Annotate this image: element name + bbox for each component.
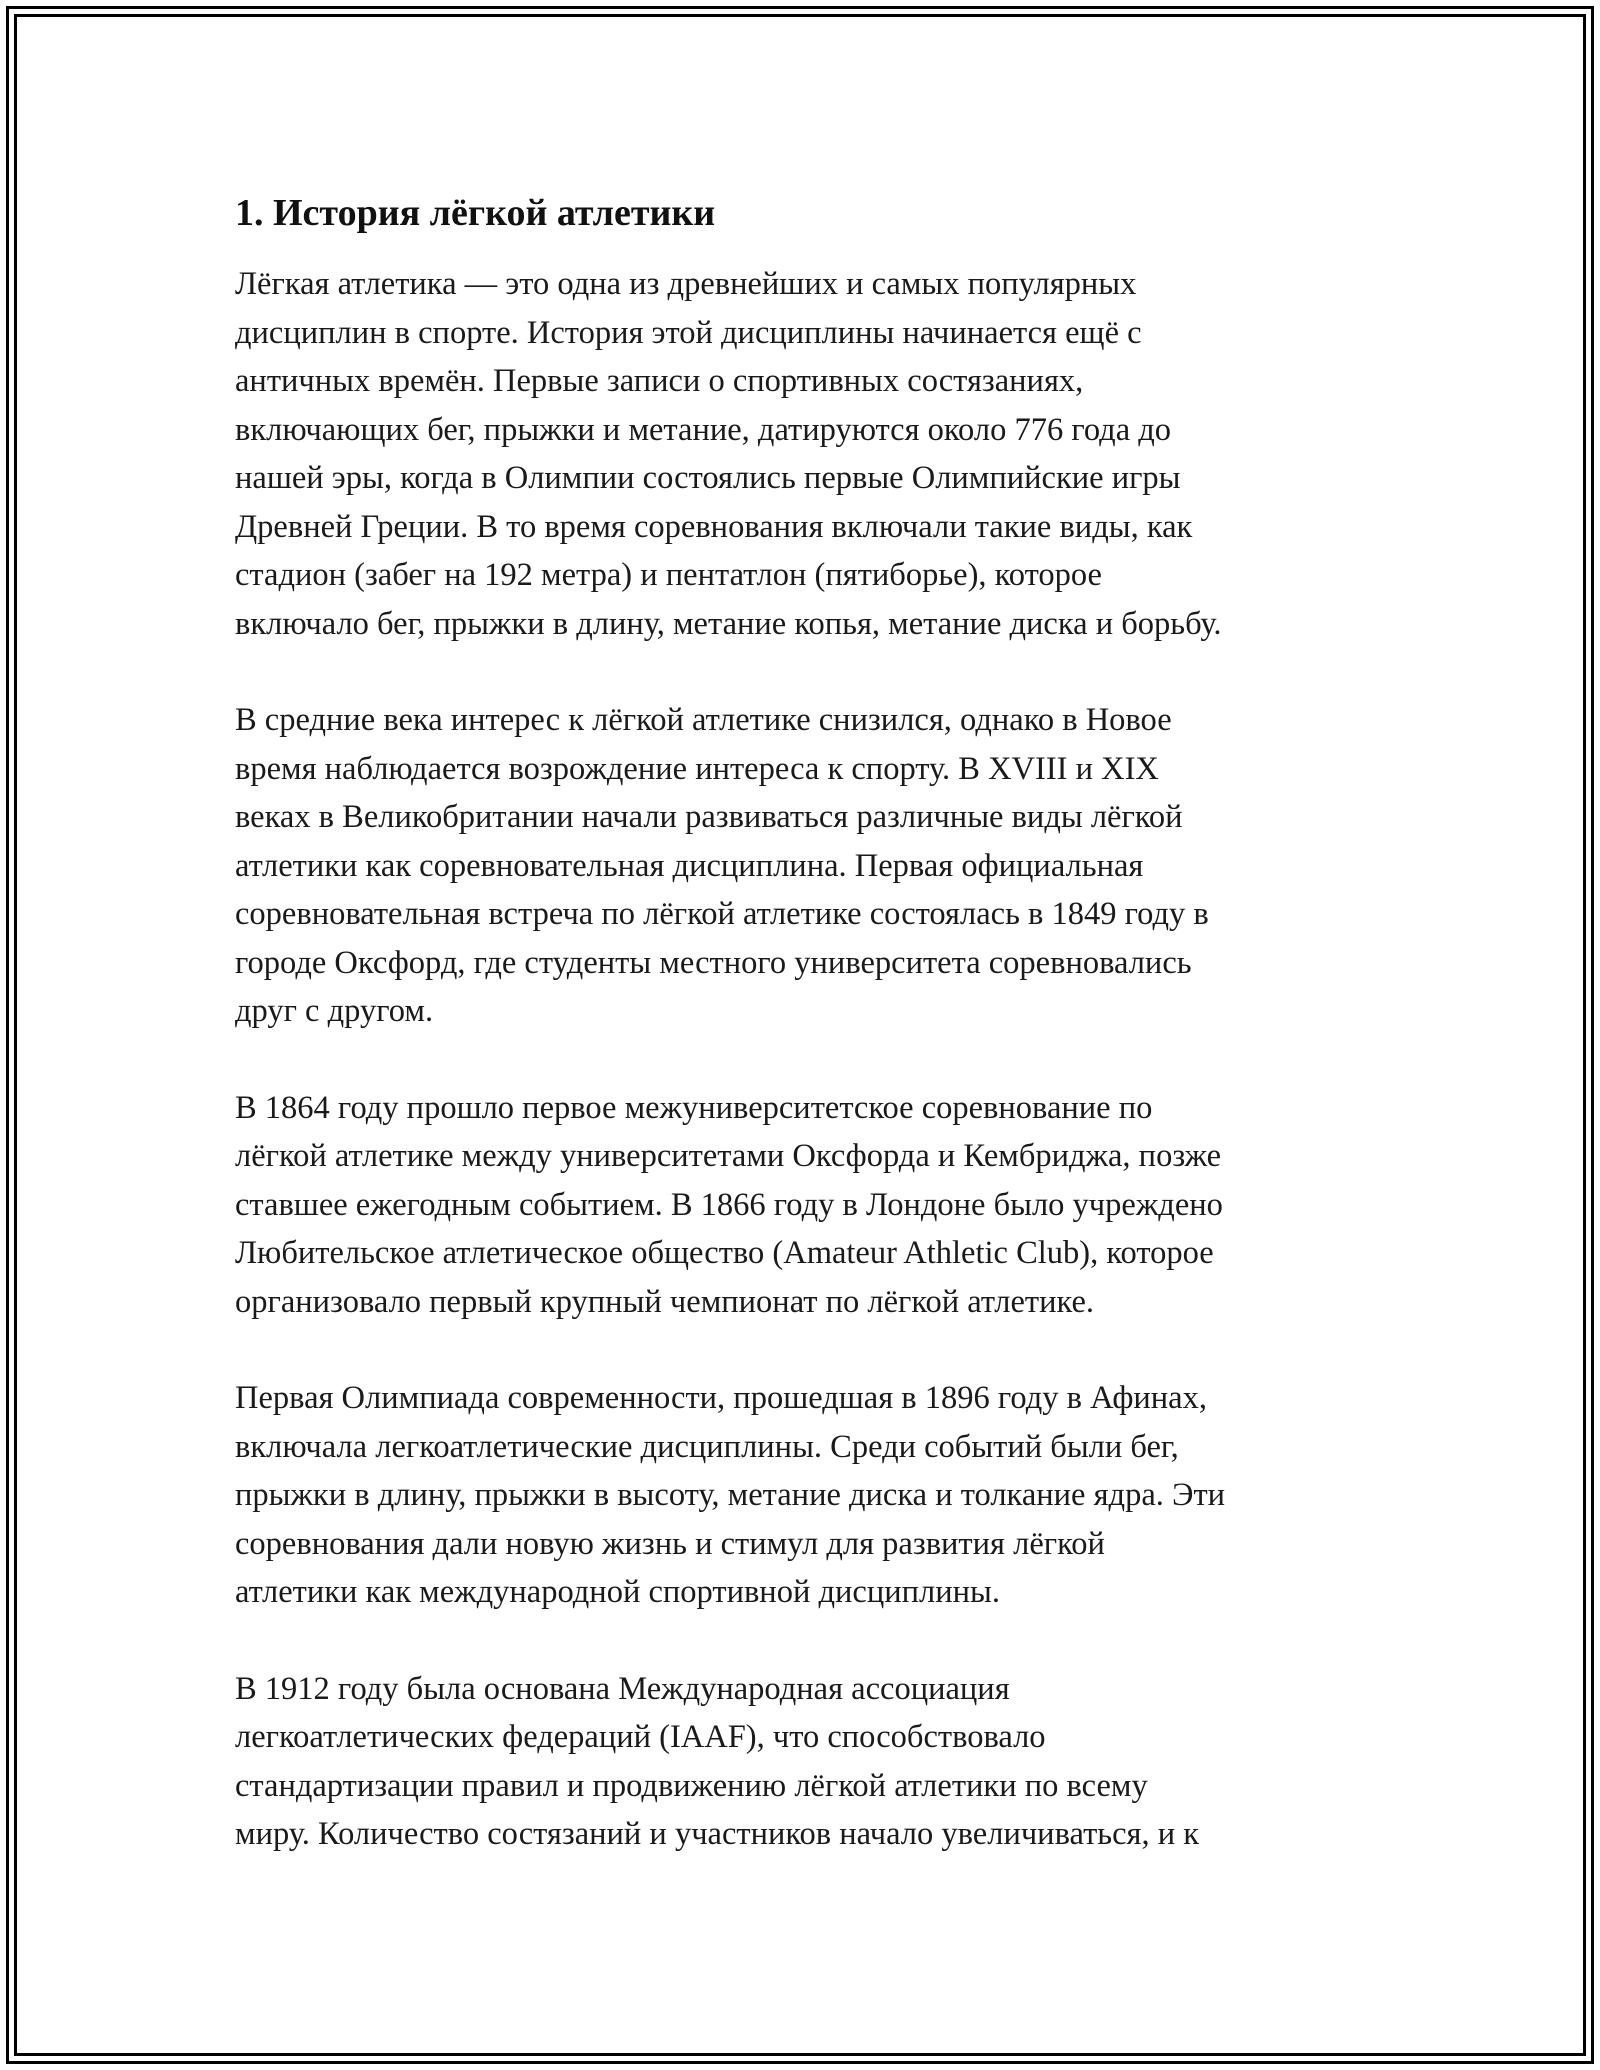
paragraph-oxford-cambridge: В 1864 году прошло первое межуниверситетское соревнование по лёгкой атлетике между университетами Оксфорда и Кембриджа, позже ставшее ежегодным событием. В 1866 году в Лондоне было учреждено Любительское атлетическое общество (Amateur Athletic Club), которое организовало первый крупный чемпионат по лёгкой атлетике. <box>235 1089 1223 1320</box>
paragraph-middle-ages: В средние века интерес к лёгкой атлетике снизился, однако в Новое время наблюдается возрождение интереса к спорту. В XVIII и XIX веках в Великобритании начали развиваться различные виды лёгкой атлетики как соревновательная дисциплина. Первая официальная соревновательная встреча по лёгкой атлетике состоялась в 1849 году в городе Оксфорд, где студенты местного университета соревновались друг с другом. <box>235 702 1209 1029</box>
document-body <box>235 188 1375 1907</box>
paragraph-iaaf: В 1912 году была основана Международная ассоциация легкоатлетических федераций (IAAF), что способствовало стандартизации правил и продвижению лёгкой атлетики по всему миру. Количество состязаний и участников начало увеличиваться, и к <box>235 1670 1200 1852</box>
paragraph-ancient-history: Лёгкая атлетика — это одна из древнейших и самых популярных дисциплин в спорте. История этой дисциплины начинается ещё с античных времён. Первые записи о спортивных состязаниях, включающих бег, прыжки и метание, датируются около 776 года до нашей эры, когда в Олимпии состоялись первые Олимпийские игры Древней Греции. В то время соревнования включали такие виды, как стадион (забег на 192 метра) и пентатлон (пятиборье), которое включало бег, прыжки в длину, метание копья, метание диска и борьбу. <box>235 266 1222 642</box>
paragraph-first-olympics: Первая Олимпиада современности, прошедшая в 1896 году в Афинах, включала легкоатлетические дисциплины. Среди событий были бег, прыжки в длину, прыжки в высоту, метание диска и толкание ядра. Эти соревнования дали новую жизнь и стимул для развития лёгкой атлетики как международной спортивной дисциплины. <box>235 1380 1226 1610</box>
section-heading: 1. История лёгкой атлетики <box>235 192 716 234</box>
